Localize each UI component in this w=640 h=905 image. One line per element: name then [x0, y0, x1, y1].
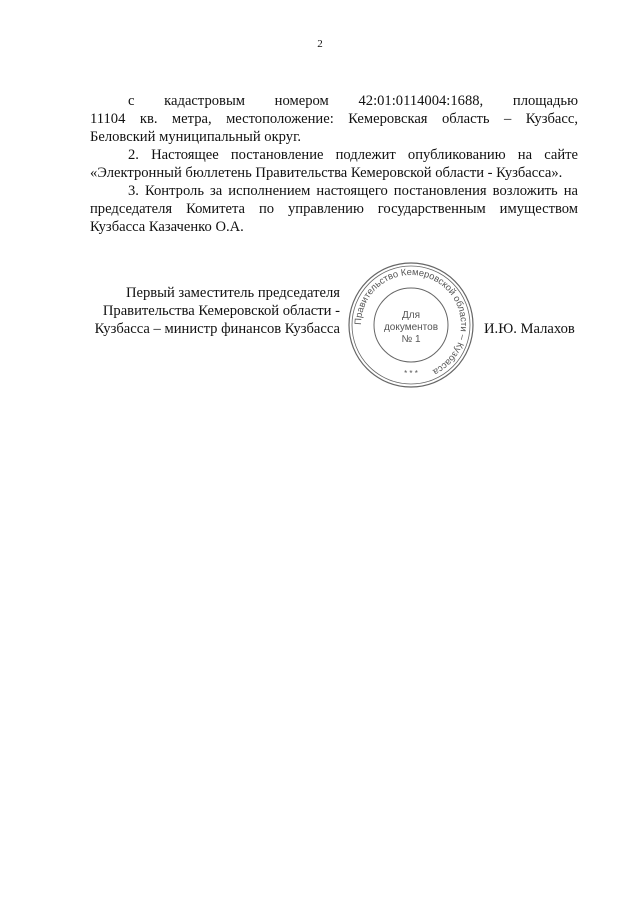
paragraph-2-line-2: «Электронный бюллетень Правительства Кемеровской области - Кузбасса».	[90, 165, 563, 181]
paragraph-1-line-1: с кадастровым номером 42:01:0114004:1688, площадью	[128, 93, 578, 109]
seal-center-line-3: № 1	[401, 334, 421, 345]
paragraph-2	[90, 146, 578, 182]
paragraph-3-line-3: Кузбасса Казаченко О.А.	[90, 219, 244, 235]
document-body	[90, 92, 578, 236]
seal-ring-text: Правительство Кемеровской области – Кузбасса	[351, 265, 471, 379]
seal-center-line-2: документов	[383, 322, 439, 333]
signatory-title-line-1: Первый заместитель председателя	[125, 285, 340, 301]
signatory-title-line-2: Правительства Кемеровской области -	[102, 303, 340, 319]
signatory-title	[84, 284, 340, 338]
paragraph-3-line-2: председателя Комитета по управлению государственным имуществом	[90, 201, 578, 217]
official-seal	[346, 260, 476, 390]
paragraph-1	[90, 92, 578, 146]
page-number: 2	[317, 38, 323, 50]
signatory-title-line-3: Кузбасса – министр финансов Кузбасса	[94, 321, 340, 337]
paragraph-1-line-2: 11104 кв. метра, местоположение: Кемеровская область – Кузбасс,	[90, 111, 578, 127]
paragraph-3-line-1: 3. Контроль за исполнением настоящего постановления возложить на	[128, 183, 578, 199]
paragraph-2-line-1: 2. Настоящее постановление подлежит опубликованию на сайте	[128, 147, 578, 163]
seal-graphic	[346, 260, 476, 390]
paragraph-3	[90, 182, 578, 236]
paragraph-1-line-3: Беловский муниципальный округ.	[90, 129, 302, 145]
signatory-name: И.Ю. Малахов	[484, 321, 575, 337]
seal-stars: * * *	[404, 369, 418, 378]
seal-center-line-1: Для	[401, 310, 421, 321]
